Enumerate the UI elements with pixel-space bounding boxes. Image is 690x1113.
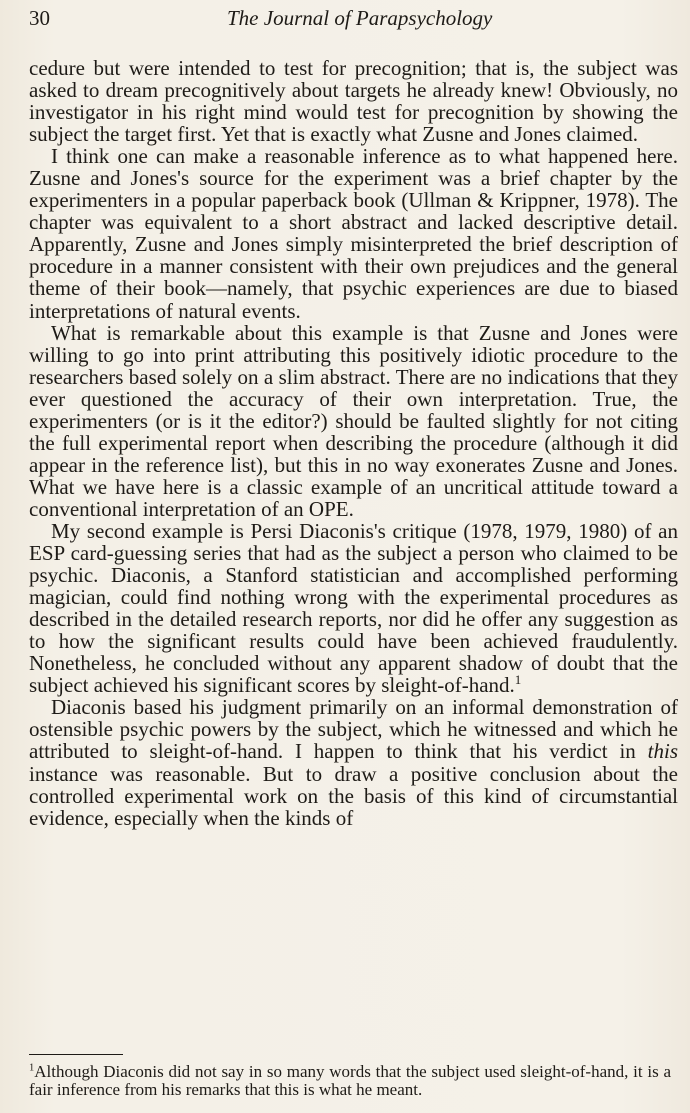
page-number: 30 — [29, 6, 50, 30]
journal-title: The Journal of Parapsychology — [227, 6, 493, 30]
paragraph-4 — [29, 520, 678, 696]
running-head — [29, 4, 678, 32]
footnote-separator — [29, 1054, 123, 1055]
footnote — [29, 1063, 671, 1099]
footnote-reference: 1 — [514, 672, 522, 688]
emphasized-word: this — [647, 739, 678, 764]
footnote-text: Although Diaconis did not say in so many words that the subject used sleight-of-hand, it is a fair inference from his remarks that this is what he meant. — [29, 1062, 671, 1099]
paragraph-5-text-start: Diaconis based his judgment primarily on an informal demonstration of ostensible psychic powers by the subject, which he witnessed and which he attributed to sleight-of-hand. I happen to think that his verdict in — [29, 695, 678, 764]
paragraph-1: cedure but were intended to test for precognition; that is, the subject was asked to dream precognitively about targets he already knew! Obviously, no investigator in his right mind would test for precognition by showing the subject the target first. Yet that is exactly what Zusne and Jones claimed. — [29, 56, 678, 147]
paragraph-4-text: My second example is Persi Diaconis's critique (1978, 1979, 1980) of an ESP card-guessing series that had as the subject a person who claimed to be psychic. Diaconis, a Stanford statistician and accomplished performing magician, could find nothing wrong with the experimental procedures as described in the detailed research reports, nor did he offer any suggestion as to how the significant results could have been achieved fraudulently. Nonetheless, he concluded without any apparent shadow of doubt that the subject achieved his significant scores by sleight-of-hand. — [29, 518, 678, 698]
paragraph-2: I think one can make a reasonable inference as to what happened here. Zusne and Jones's source for the experiment was a brief chapter by the experimenters in a popular paperback book (Ullman & Krippner, 1978). The chapter was equivalent to a short abstract and lacked descriptive detail. Apparently, Zusne and Jones simply misinterpreted the brief description of procedure in a manner consistent with their own prejudices and the general theme of their book—namely, that psychic experiences are due to biased interpretations of natural events. — [29, 144, 678, 323]
footnote-marker: 1 — [29, 1062, 35, 1074]
article-body — [29, 57, 678, 829]
paragraph-3: What is remarkable about this example is that Zusne and Jones were willing to go into print attributing this positively idiotic procedure to the researchers based solely on a slim abstract. There are no indications that they ever questioned the accuracy of their own interpretation. True, the experimenters (or is it the editor?) should be faulted slightly for not citing the full experimental report when describing the procedure (although it did appear in the reference list), but this in no way exonerates Zusne and Jones. What we have here is a classic example of an uncritical attitude toward a conventional interpretation of an OPE. — [29, 320, 678, 521]
paragraph-5 — [29, 696, 678, 828]
paragraph-5-text-end: instance was reasonable. But to draw a positive conclusion about the controlled experimental work on the basis of this kind of circumstantial evidence, especially when the kinds of — [29, 761, 678, 830]
